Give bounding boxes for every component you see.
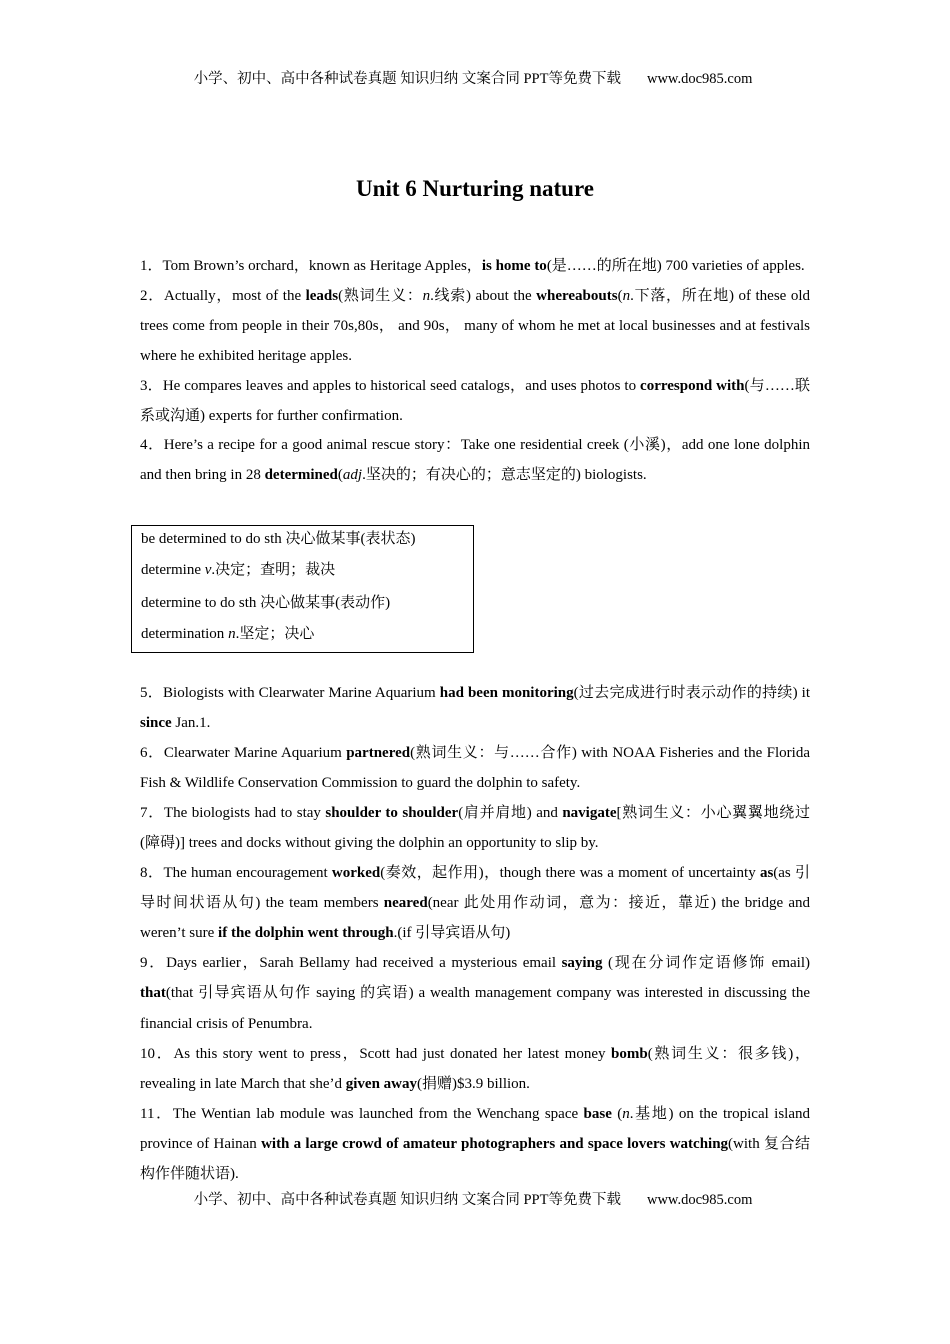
sentence-item: [140, 1099, 810, 1189]
text-run: 2．Actually，most of the: [140, 287, 306, 304]
sentence-item: [140, 948, 810, 1038]
vocabulary-entry: [141, 529, 416, 549]
text-run: .线索) about the: [430, 287, 537, 304]
text-run: .下落，所在地) of these old trees come from people in their 70s,80s， and 90s， many of whom he met at local businesses and at festivals where he exhibited heritage apples.: [140, 287, 810, 364]
text-run: be determined to do sth 决心做某事(表状态): [141, 531, 416, 547]
sentence-item: [140, 372, 810, 432]
keyword: shoulder to shoulder: [325, 805, 459, 822]
text-run: determination: [141, 626, 229, 642]
sentence-item: [140, 678, 810, 738]
vocabulary-entry: [141, 593, 390, 613]
text-run: (现在分词作定语修饰 email): [602, 955, 810, 972]
keyword: as: [759, 865, 774, 882]
text-run: (肩并肩地) and: [458, 805, 563, 822]
text-run: determine to do sth 决心做某事(表动作): [141, 595, 391, 611]
text-run: .坚定；决心: [235, 626, 315, 642]
keyword: given away: [345, 1075, 418, 1092]
footer-text: 小学、初中、高中各种试卷真题 知识归纳 文案合同 PPT等免费下载: [193, 1192, 621, 1208]
keyword: saying: [561, 955, 603, 972]
sentence-item: [140, 798, 810, 858]
text-run: (that 引导宾语从句作 saying 的宾语) a wealth management company was interested in discussing the financial crisis of Penumbra.: [140, 985, 810, 1032]
sentence-group-1: [140, 252, 810, 491]
sentence-item: [140, 858, 810, 948]
keyword: is home to: [481, 258, 547, 274]
text-run: .(if 引导宾语从句): [393, 925, 511, 942]
text-run: (捐赠)$3.9 billion.: [417, 1075, 530, 1092]
text-run: 10．As this story went to press，Scott had just donated her latest money: [140, 1045, 611, 1062]
text-run: 11．The Wentian lab module was launched from the Wenchang space: [140, 1105, 584, 1122]
part-of-speech: adj: [342, 467, 363, 484]
keyword: whereabouts: [536, 287, 618, 304]
part-of-speech: n: [422, 287, 431, 304]
text-run: 3．He compares leaves and apples to historical seed catalogs，and uses photos to: [140, 377, 641, 394]
keyword: since: [140, 715, 172, 732]
text-run: (熟词生义：: [338, 287, 423, 304]
text-run: [熟词生义：小心翼翼地绕过(障碍)] trees and docks without giving the dolphin an opportunity to slip by.: [140, 805, 811, 852]
keyword: leads: [305, 287, 339, 304]
keyword: navigate: [562, 805, 617, 822]
sentence-item: [140, 1039, 810, 1099]
keyword: worked: [331, 865, 381, 882]
header-text: 小学、初中、高中各种试卷真题 知识归纳 文案合同 PPT等免费下载: [193, 71, 621, 87]
text-run: Jan.1.: [171, 715, 211, 732]
text-run: (near 此处用作动词，意为：接近，靠近) the bridge and weren’t sure: [140, 895, 810, 942]
part-of-speech: n: [228, 626, 236, 642]
sentence-group-2: [140, 678, 810, 1189]
text-run: (with 复合结构作伴随状语).: [140, 1135, 810, 1182]
keyword: correspond with: [640, 377, 745, 394]
text-run: 1．Tom Brown’s orchard，known as Heritage Apples，: [140, 258, 482, 274]
text-run: (是……的所在地) 700 varieties of apples.: [546, 258, 805, 274]
keyword: had been monitoring: [439, 685, 574, 701]
text-run: 9．Days earlier，Sarah Bellamy had received a mysterious email: [140, 955, 562, 972]
text-run: .坚决的；有决心的；意志坚定的) biologists.: [362, 467, 647, 484]
text-run: (: [611, 1105, 623, 1122]
text-run: (与……联系或沟通) experts for further confirmation.: [140, 377, 811, 424]
text-run: 7．The biologists had to stay: [140, 805, 326, 822]
vocabulary-entry: [141, 624, 314, 644]
text-run: (熟词生义：与……合作) with NOAA Fisheries and the Florida Fish & Wildlife Conservation Commission to guard the dolphin to safety.: [140, 745, 810, 792]
keyword: neared: [383, 895, 428, 912]
text-run: 8．The human encouragement: [140, 865, 332, 882]
part-of-speech: n: [622, 287, 631, 304]
keyword: partnered: [346, 745, 411, 762]
text-run: (: [617, 287, 623, 304]
sentence-item: [140, 282, 810, 372]
text-run: 4．Here’s a recipe for a good animal rescue story：Take one residential creek (小溪)，add one lone dolphin and then bring in 28: [140, 437, 810, 484]
keyword: if the dolphin went through: [218, 925, 394, 942]
keyword: bomb: [611, 1045, 648, 1062]
text-run: (过去完成进行时表示动作的持续) it: [573, 685, 810, 701]
text-run: (熟词生义：很多钱)，revealing in late March that she’d: [140, 1045, 810, 1092]
keyword: base: [583, 1105, 612, 1122]
sentence-item: [140, 738, 810, 798]
vocabulary-entry: [141, 560, 335, 580]
sentence-item: [140, 252, 810, 282]
text-run: 5．Biologists with Clearwater Marine Aquarium: [140, 685, 440, 701]
header-url: www.doc985.com: [646, 71, 753, 87]
keyword: with a large crowd of amateur photographers and space lovers watching: [261, 1135, 729, 1152]
part-of-speech: n: [622, 1105, 630, 1122]
page-footer: [0, 1190, 950, 1210]
keyword: determined: [264, 467, 338, 484]
text-run: (as 引导时间状语从句) the team members: [140, 865, 811, 912]
text-run: .基地) on the tropical island province of Hainan: [140, 1105, 810, 1152]
vocabulary-box: [131, 525, 474, 653]
unit-title: Unit 6 Nurturing nature: [356, 176, 594, 201]
text-run: (: [337, 467, 343, 484]
page-header: [0, 69, 950, 89]
text-run: determine: [141, 562, 205, 578]
part-of-speech: v: [204, 562, 212, 578]
sentence-item: [140, 431, 810, 491]
text-run: .决定；查明；裁决: [211, 562, 336, 578]
footer-url: www.doc985.com: [646, 1192, 753, 1208]
text-run: 6．Clearwater Marine Aquarium: [140, 745, 347, 762]
keyword: that: [140, 985, 166, 1002]
text-run: (奏效，起作用)，though there was a moment of uncertainty: [380, 865, 760, 882]
